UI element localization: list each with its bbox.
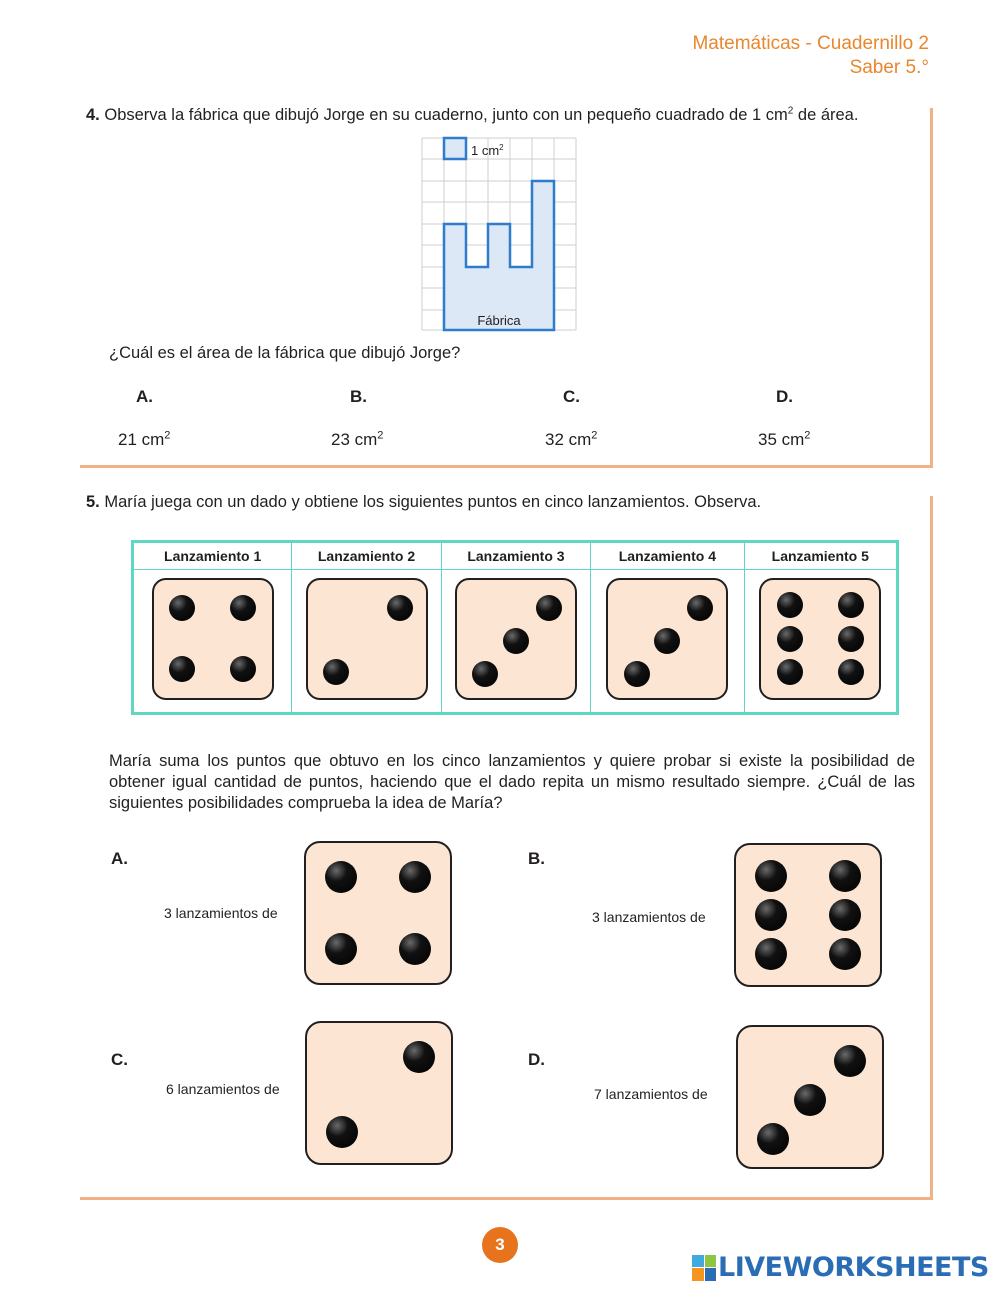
rolls-header-row: [133, 542, 898, 570]
roll-cell-2: [292, 570, 441, 714]
die-pip: [325, 861, 357, 893]
die-face: [152, 578, 274, 700]
die-pip: [755, 860, 787, 892]
q5-option-c-die[interactable]: [305, 1021, 453, 1165]
header-subject: Matemáticas - Cuadernillo 2: [692, 33, 929, 54]
roll-cell-4: [591, 570, 744, 714]
q5-option-a-letter[interactable]: A.: [111, 849, 128, 868]
question-4-statement: [86, 105, 858, 126]
roll-header-5: Lanzamiento 5: [744, 542, 897, 570]
die-pip: [169, 595, 195, 621]
question-4-text-end: de área.: [793, 106, 859, 124]
die-pip: [777, 592, 803, 618]
page-number-badge: 3: [482, 1227, 518, 1263]
page-header: [692, 32, 929, 80]
question-5-paragraph: María suma los puntos que obtuvo en los cinco lanzamientos y quiere probar si existe la posibilidad de obtener igual cantidad de puntos, haciendo que el dado repita un mismo resultado siempre. ¿Cuál de las siguientes posibilidades comprueba la idea de María?: [109, 752, 915, 812]
question-4-text: Observa la fábrica que dibujó Jorge en su cuaderno, junto con un pequeño cuadrado de 1 cm: [104, 106, 788, 124]
q5-option-d-letter[interactable]: D.: [528, 1050, 545, 1069]
q4-option-a-letter[interactable]: A.: [136, 387, 153, 406]
q5-option-a-die[interactable]: [304, 841, 452, 985]
die-pip: [503, 628, 529, 654]
factory-label: Fábrica: [477, 313, 521, 328]
die-pip: [838, 659, 864, 685]
die-pip: [777, 659, 803, 685]
die-pip: [777, 626, 803, 652]
die-pip: [403, 1041, 435, 1073]
die-pip: [230, 656, 256, 682]
liveworksheets-brand: LIVEWORKSHEETS: [718, 1252, 989, 1283]
unit-square-label: 1 $cm^2$: [471, 143, 504, 158]
q4-option-c-letter[interactable]: C.: [563, 387, 580, 406]
liveworksheets-logo: [692, 1252, 989, 1283]
die-pip: [536, 595, 562, 621]
q5-option-c-label: 6 lanzamientos de: [166, 1081, 280, 1097]
die-pip: [624, 661, 650, 687]
die-pip: [169, 656, 195, 682]
q5-option-b-letter[interactable]: B.: [528, 849, 545, 868]
die-pip: [834, 1045, 866, 1077]
q5-option-c-letter[interactable]: C.: [111, 1050, 128, 1069]
die-pip: [755, 938, 787, 970]
factory-figure: [420, 136, 580, 341]
q4-option-a-value[interactable]: 21 $cm^2$: [118, 429, 171, 449]
die-pip: [829, 860, 861, 892]
die-pip: [387, 595, 413, 621]
die-face: [759, 578, 881, 700]
q4-option-b-value[interactable]: 23 $cm^2$: [331, 429, 384, 449]
header-grade: Saber 5.°: [849, 57, 929, 78]
q4-option-d-letter[interactable]: D.: [776, 387, 793, 406]
die-pip: [757, 1123, 789, 1155]
die-pip: [323, 659, 349, 685]
question-5-text: María juega con un dado y obtiene los siguientes puntos en cinco lanzamientos. Observa.: [104, 493, 762, 511]
q5-option-d-label: 7 lanzamientos de: [594, 1086, 708, 1102]
die-pip: [325, 933, 357, 965]
die-pip: [472, 661, 498, 687]
die-pip: [687, 595, 713, 621]
question-5-number: 5.: [86, 493, 100, 511]
roll-cell-1: [133, 570, 292, 714]
q5-option-b-die[interactable]: [734, 843, 882, 987]
die-pip: [326, 1116, 358, 1148]
roll-header-3: Lanzamiento 3: [441, 542, 590, 570]
die-pip: [838, 626, 864, 652]
roll-header-2: Lanzamiento 2: [292, 542, 441, 570]
question-5-statement: [86, 492, 761, 513]
q4-option-c-value[interactable]: 32 $cm^2$: [545, 429, 598, 449]
factory-grid-svg: [420, 136, 580, 336]
rolls-dice-row: [133, 570, 898, 714]
q4-option-d-value[interactable]: 35 $cm^2$: [758, 429, 811, 449]
die-pip: [755, 899, 787, 931]
q5-option-d-die[interactable]: [736, 1025, 884, 1169]
roll-cell-3: [441, 570, 590, 714]
die-pip: [829, 899, 861, 931]
die-pip: [838, 592, 864, 618]
q5-option-a-label: 3 lanzamientos de: [164, 905, 278, 921]
roll-header-4: Lanzamiento 4: [591, 542, 744, 570]
die-face: [455, 578, 577, 700]
rolls-table: [131, 540, 899, 715]
die-pip: [399, 861, 431, 893]
unit-square: [444, 138, 466, 159]
liveworksheets-logo-icon: [692, 1255, 716, 1281]
roll-cell-5: [744, 570, 897, 714]
die-pip: [230, 595, 256, 621]
die-face: [606, 578, 728, 700]
die-pip: [794, 1084, 826, 1116]
die-pip: [399, 933, 431, 965]
roll-header-1: Lanzamiento 1: [133, 542, 292, 570]
die-pip: [829, 938, 861, 970]
q4-option-b-letter[interactable]: B.: [350, 387, 367, 406]
die-pip: [654, 628, 680, 654]
q5-option-b-label: 3 lanzamientos de: [592, 909, 706, 925]
question-4-text-sup: 2: [787, 105, 794, 117]
question-4-number: 4.: [86, 106, 100, 124]
question-4-prompt: ¿Cuál es el área de la fábrica que dibujó Jorge?: [109, 344, 461, 362]
die-face: [306, 578, 428, 700]
